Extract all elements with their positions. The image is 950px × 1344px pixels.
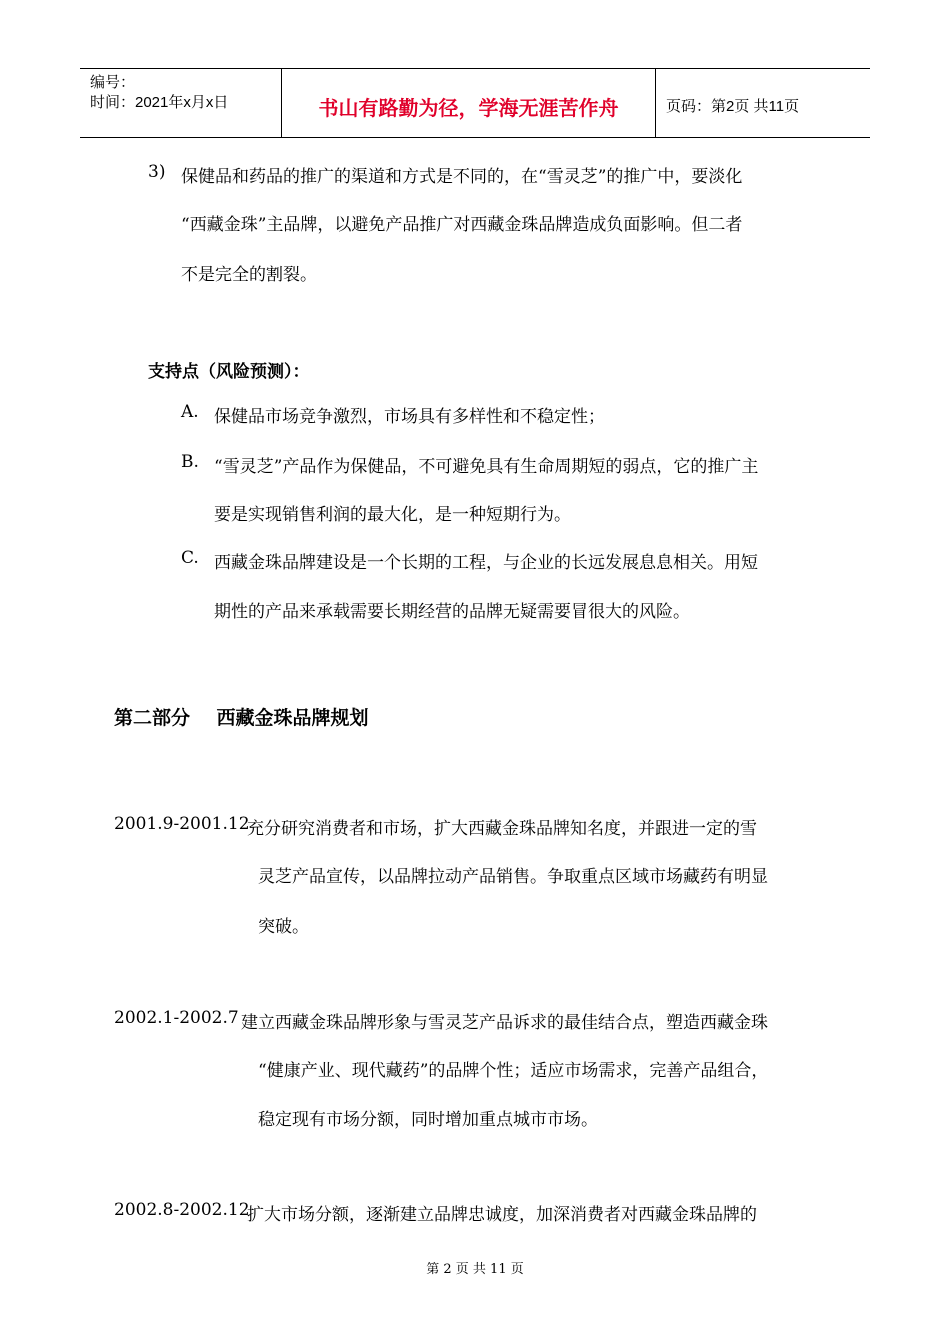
support-c-line-1: 西藏金珠品牌建设是一个长期的工程，与企业的长远发展息息相关。用短 xyxy=(214,553,758,573)
support-b-line-2: 要是实现销售利润的最大化，是一种短期行为。 xyxy=(214,505,571,525)
timeline-2-line-2: “健康产业、现代藏药”的品牌个性；适应市场需求，完善产品组合， xyxy=(258,1061,769,1081)
timeline-1-line-3: 突破。 xyxy=(258,917,309,937)
timeline-3-period: 2002.8-2002.12 xyxy=(114,1200,250,1220)
item-3-marker: 3) xyxy=(148,162,166,182)
page-footer: 第 2 页 共 11 页 xyxy=(426,1262,524,1277)
header-motto: 书山有路勤为径，学海无涯苦作舟 xyxy=(282,69,656,137)
timeline-3-line-1: 扩大市场分额，逐渐建立品牌忠诚度，加深消费者对西藏金珠品牌的 xyxy=(247,1205,757,1225)
support-b-marker: B. xyxy=(181,452,199,472)
timeline-1-line-2: 灵芝产品宣传，以品牌拉动产品销售。争取重点区域市场藏药有明显 xyxy=(258,867,768,887)
timeline-2-line-1: 建立西藏金珠品牌形象与雪灵芝产品诉求的最佳结合点，塑造西藏金珠 xyxy=(241,1013,768,1033)
support-a-line-1: 保健品市场竞争激烈，市场具有多样性和不稳定性； xyxy=(214,407,605,427)
header-meta xyxy=(80,69,282,137)
number-label: 编号： xyxy=(90,74,136,91)
item-3-line-3: 不是完全的割裂。 xyxy=(181,265,317,285)
page-header xyxy=(80,68,870,138)
support-title: 支持点（风险预测）： xyxy=(148,362,310,382)
item-3-line-1: 保健品和药品的推广的渠道和方式是不同的，在“雪灵芝”的推广中，要淡化 xyxy=(181,167,743,187)
support-c-line-2: 期性的产品来承载需要长期经营的品牌无疑需要冒很大的风险。 xyxy=(214,602,690,622)
support-a-marker: A. xyxy=(181,402,199,422)
header-page-info: 页码：第2页 共11页 xyxy=(666,97,800,115)
support-b-line-1: “雪灵芝”产品作为保健品，不可避免具有生命周期短的弱点，它的推广主 xyxy=(214,457,759,477)
timeline-2-line-3: 稳定现有市场分额，同时增加重点城市市场。 xyxy=(258,1110,598,1130)
timeline-1-period: 2001.9-2001.12 xyxy=(114,814,250,834)
timeline-1-line-1: 充分研究消费者和市场，扩大西藏金珠品牌知名度，并跟进一定的雪 xyxy=(247,819,757,839)
item-3-line-2: “西藏金珠”主品牌，以避免产品推广对西藏金珠品牌造成负面影响。但二者 xyxy=(181,215,743,235)
timeline-2-period: 2002.1-2002.7 xyxy=(114,1008,239,1028)
date-label: 时间：2021年x月x日 xyxy=(90,94,229,111)
section-2-heading: 第二部分 西藏金珠品牌规划 xyxy=(114,707,369,729)
support-c-marker: C. xyxy=(181,548,199,568)
